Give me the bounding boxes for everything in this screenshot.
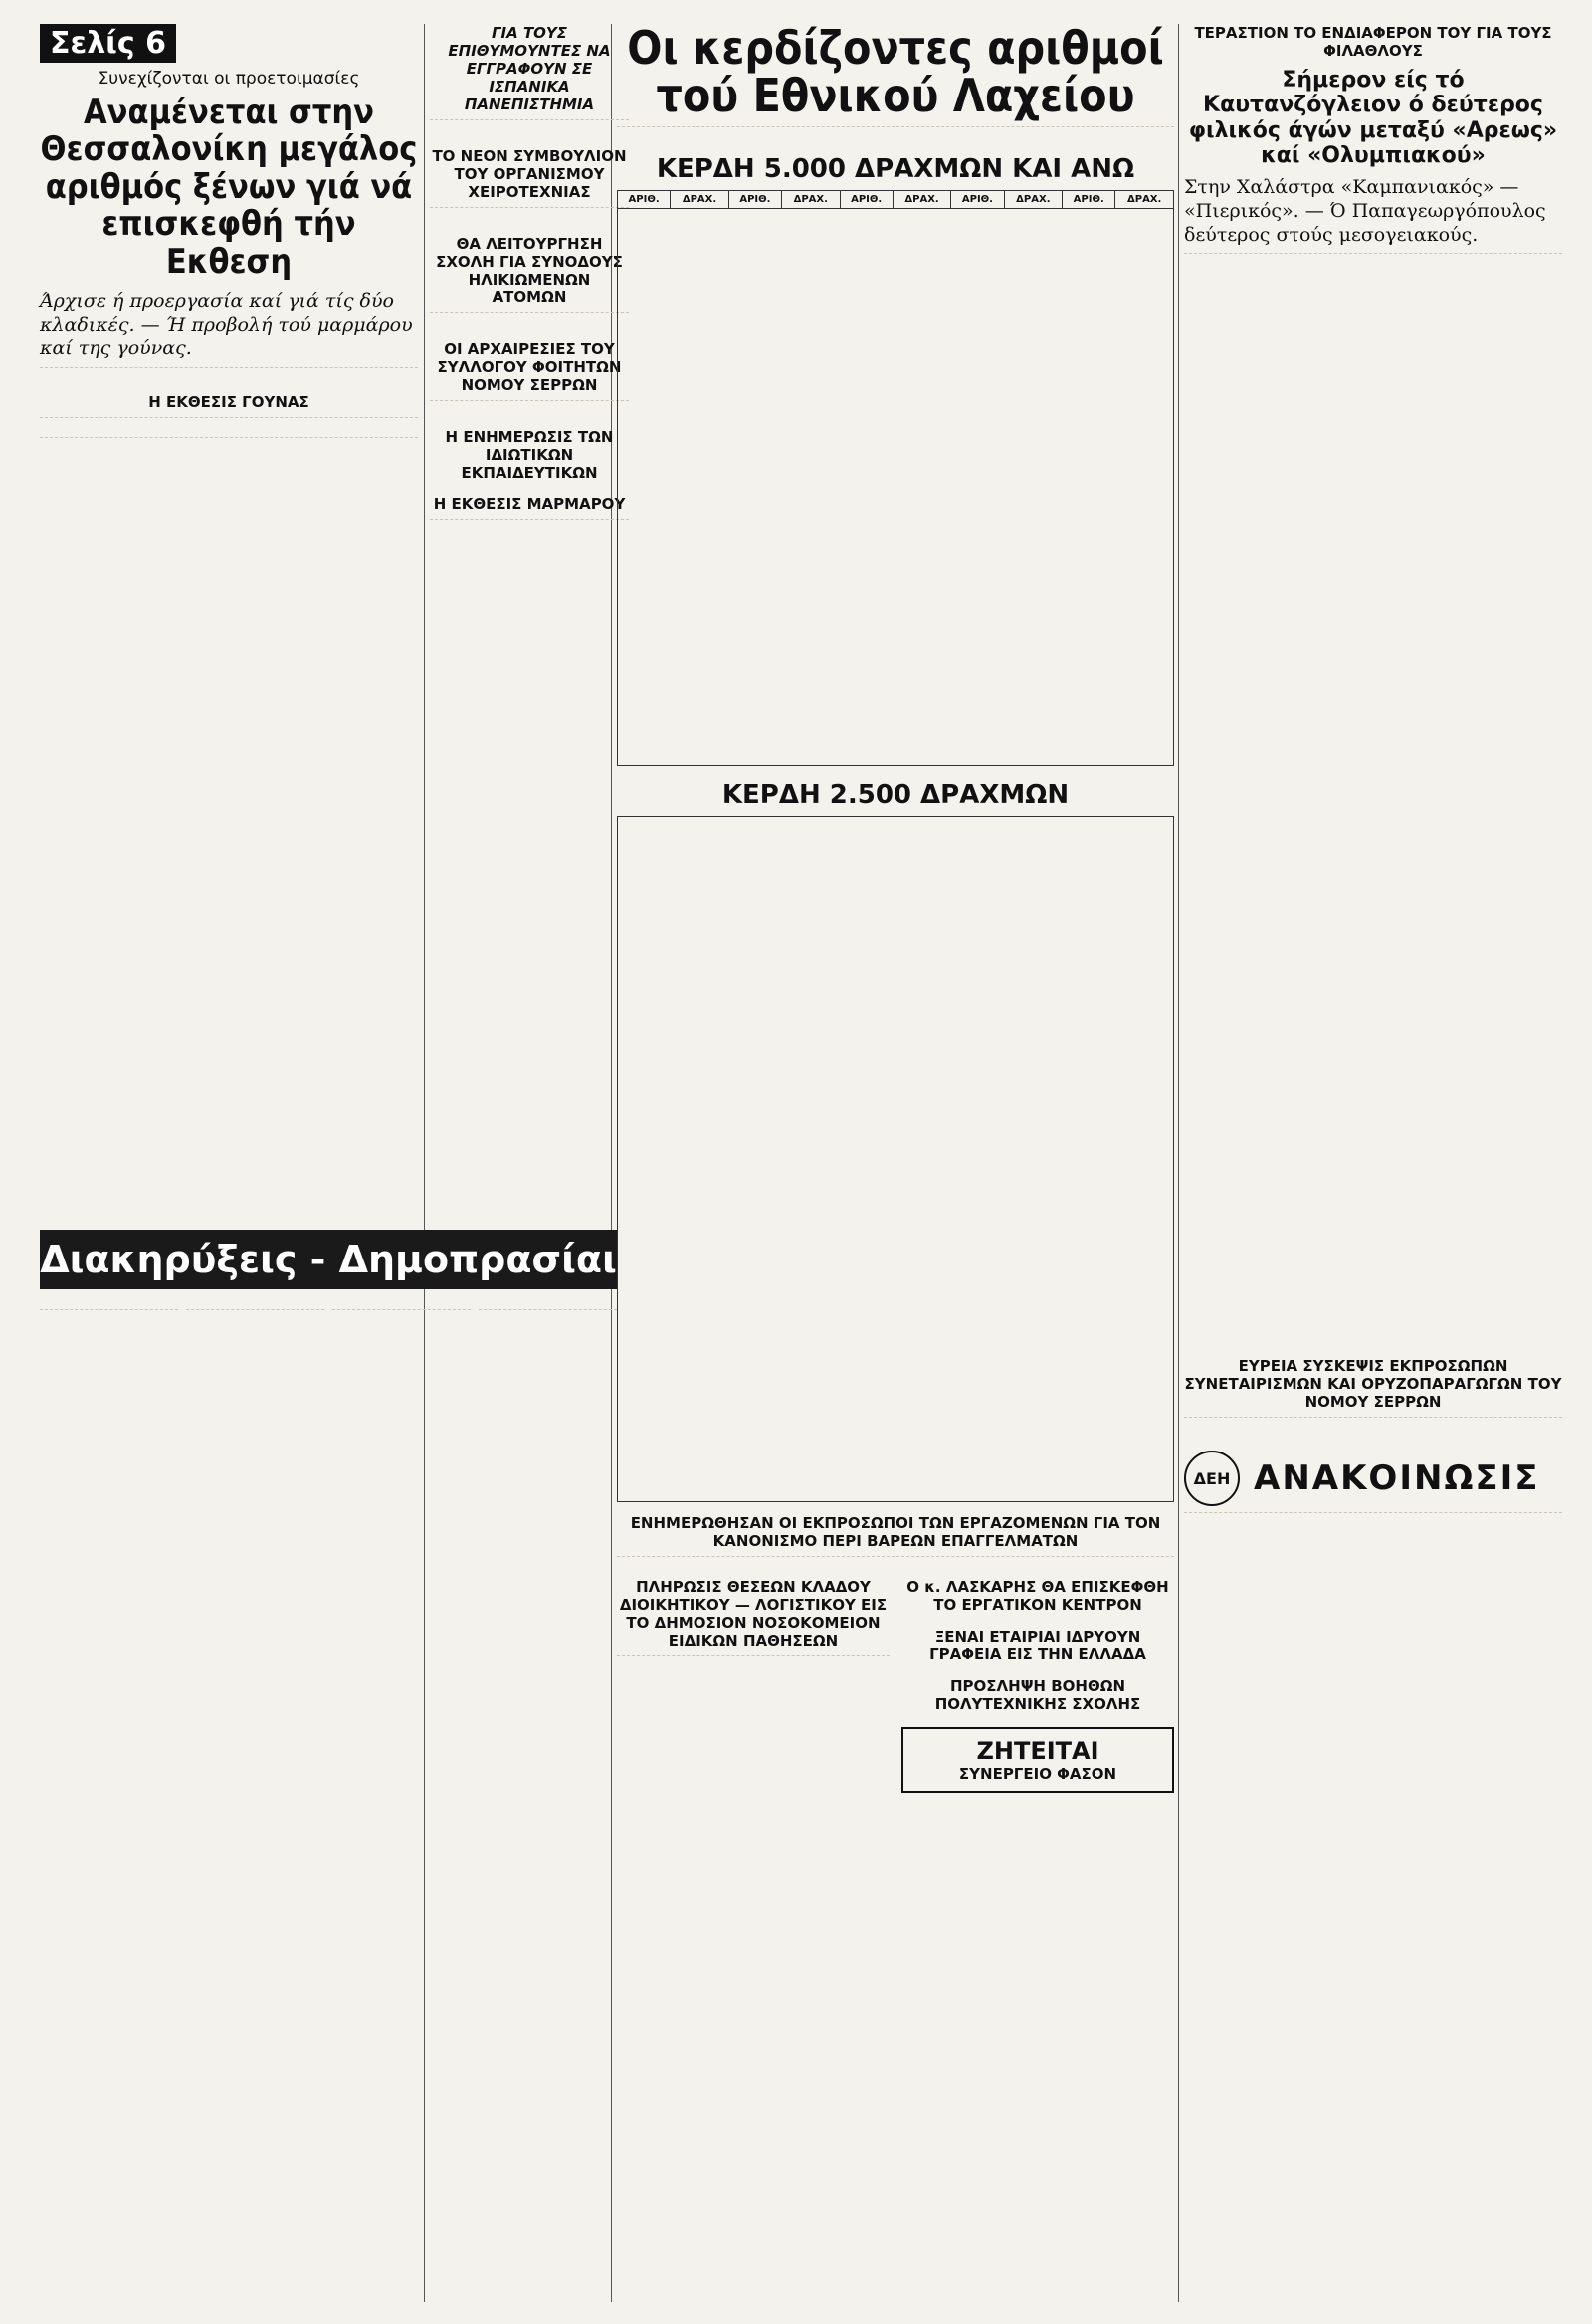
auctions-band: Διακηρύξεις - Δημοπρασίαι — [40, 1230, 617, 1289]
announcement-title: ΑΝΑΚΟΙΝΩΣΙΣ — [1254, 1458, 1540, 1498]
prize-band: ΚΕΡΔΗ 2.500 ΔΡΑΧΜΩΝ — [721, 779, 1070, 810]
table-header: ΑΡΙΘ. — [951, 190, 1004, 208]
short-news-column — [430, 24, 629, 539]
body-text — [40, 1309, 178, 1323]
news-headline: ΤΟ ΝΕΟΝ ΣΥΜΒΟΥΛΙΟΝ ΤΟΥ ΟΡΓΑΝΙΣΜΟΥ ΧΕΙΡΟΤΕΧΝΙΑΣ — [432, 147, 627, 201]
body-text — [1184, 253, 1562, 267]
body-text — [40, 367, 418, 381]
body-text — [430, 519, 629, 533]
body-text — [40, 417, 418, 431]
announcement-header — [1184, 1451, 1562, 1506]
body-text — [332, 1309, 471, 1323]
prize-numbers — [618, 208, 1174, 765]
news-headline: ΞΕΝΑΙ ΕΤΑΙΡΙΑΙ ΙΔΡΥΟΥΝ ΓΡΑΦΕΙΑ ΕΙΣ ΤΗΝ ΕΛΛΑΔΑ — [929, 1627, 1146, 1663]
table-header: ΔΡΑΧ. — [1115, 190, 1174, 208]
classified-title: ΖΗΤΕΙΤΑΙ — [976, 1736, 1099, 1765]
news-headline: Η ΕΝΗΜΕΡΩΣΙΣ ΤΩΝ ΙΔΙΩΤΙΚΩΝ ΕΚΠΑΙΔΕΥΤΙΚΩΝ — [445, 428, 614, 482]
news-headline: ΠΡΟΣΛΗΨΗ ΒΟΗΘΩΝ ΠΟΛΥΤΕΧΝΙΚΗΣ ΣΧΟΛΗΣ — [934, 1676, 1141, 1713]
body-text — [186, 1309, 324, 1323]
lottery-results — [617, 21, 1174, 1793]
column-rule — [424, 24, 425, 2302]
body-text — [617, 126, 1174, 140]
article-headline: Αναμένεται στην Θεσσαλονίκη μεγάλος αριθμός ξένων γιά νά επισκεφθή τήν Εκθεση — [40, 93, 418, 282]
body-text — [617, 1655, 890, 1669]
auctions-notices — [40, 1303, 617, 1329]
body-text — [1184, 1417, 1562, 1431]
column-rule — [1178, 24, 1179, 2302]
table-header: ΔΡΑΧ. — [671, 190, 729, 208]
article-fair — [40, 24, 418, 457]
lottery-title: Οι κερδίζοντες αριθμοί τού Εθνικού Λαχείου — [627, 21, 1164, 123]
news-headline: ΟΙ ΑΡΧΑΙΡΕΣΙΕΣ ΤΟΥ ΣΥΛΛΟΓΟΥ ΦΟΙΤΗΤΩΝ ΝΟΜΟΥ ΣΕΡΡΩΝ — [437, 340, 622, 394]
body-text — [430, 400, 629, 414]
prize-table — [617, 190, 1174, 766]
table-header: ΔΡΑΧ. — [1004, 190, 1063, 208]
news-headline: ΕΝΗΜΕΡΩΘΗΣΑΝ ΟΙ ΕΚΠΡΟΣΩΠΟΙ ΤΩΝ ΕΡΓΑΖΟΜΕΝΩΝ ΓΙΑ ΤΟΝ ΚΑΝΟΝΙΣΜΟ ΠΕΡΙ ΒΑΡΕΩΝ ΕΠΑΓΓΕΛΜΑΤΩΝ — [630, 1513, 1161, 1550]
article-deck: Άρχισε ή προεργασία καί γιά τίς δύο κλαδικές. — Ή προβολή τού μαρμάρου καί της γούνας. — [40, 290, 413, 360]
news-headline: ΘΑ ΛΕΙΤΟΥΡΓΗΣΗ ΣΧΟΛΗ ΓΙΑ ΣΥΝΟΔΟΥΣ ΗΛΙΚΙΩΜΕΝΩΝ ΑΤΟΜΩΝ — [436, 235, 623, 306]
table-header: ΑΡΙΘ. — [1063, 190, 1115, 208]
article-deck: Στην Χαλάστρα «Καμπανιακός» — «Πιερικός». — Ό Παπαγεωργόπουλος δεύτερος στούς μεσογειακούς. — [1184, 176, 1546, 246]
table-header: ΔΡΑΧ. — [781, 190, 840, 208]
body-text — [430, 207, 629, 221]
prize-band: ΚΕΡΔΗ 5.000 ΔΡΑΧΜΩΝ ΚΑΙ ΑΝΩ — [656, 153, 1135, 184]
article-sports — [1184, 24, 1562, 1498]
body-text — [430, 119, 629, 133]
table-header: ΑΡΙΘ. — [618, 190, 671, 208]
page-number: Σελίς 6 — [40, 24, 176, 63]
table-header: ΔΡΑΧ. — [893, 190, 951, 208]
table-header: ΑΡΙΘ. — [840, 190, 893, 208]
news-headline: ΓΙΑ ΤΟΥΣ ΕΠΙΘΥΜΟΥΝΤΕΣ ΝΑ ΕΓΓΡΑΦΟΥΝ ΣΕ ΙΣΠΑΝΙΚΑ ΠΑΝΕΠΙΣΤΗΜΙΑ — [448, 24, 611, 113]
body-text — [40, 437, 418, 451]
classified-box — [901, 1727, 1174, 1793]
dei-logo: ΔΕΗ — [1184, 1451, 1240, 1506]
body-text — [430, 312, 629, 326]
article-headline: Σήμερον είς τό Καυτανζόγλειον ό δεύτερος φιλικός άγών μεταξύ «Αρεως» καί «Ολυμπιακού» — [1188, 68, 1558, 168]
table-header: ΑΡΙΘ. — [728, 190, 781, 208]
article-kicker: ΤΕΡΑΣΤΙΟΝ ΤΟ ΕΝΔΙΑΦΕΡΟΝ ΤΟΥ ΓΙΑ ΤΟΥΣ ΦΙΛΑΘΛΟΥΣ — [1194, 24, 1552, 60]
body-text — [1184, 1512, 1562, 1526]
body-text — [617, 1556, 1174, 1570]
news-headline: Η ΕΚΘΕΣΙΣ ΜΑΡΜΑΡΟΥ — [433, 495, 626, 513]
classified-subtitle: ΣΥΝΕΡΓΕΙΟ ΦΑΣΟΝ — [958, 1764, 1117, 1783]
news-headline: ΠΛΗΡΩΣΙΣ ΘΕΣΕΩΝ ΚΛΑΔΟΥ ΔΙΟΙΚΗΤΙΚΟΥ — ΛΟΓΙΣΤΙΚΟΥ ΕΙΣ ΤΟ ΔΗΜΟΣΙΟΝ ΝΟΣΟΚΟΜΕΙΟΝ ΕΙΔΙΚΩΝ ΠΑΘΗΣΕΩΝ — [619, 1577, 888, 1649]
news-headline: Ο κ. ΛΑΣΚΑΡΗΣ ΘΑ ΕΠΙΣΚΕΦΘΗ ΤΟ ΕΡΓΑΤΙΚΟΝ ΚΕΝΤΡΟΝ — [906, 1577, 1169, 1614]
subheading: Η ΕΚΘΕΣΙΣ ΓΟΥΝΑΣ — [148, 393, 309, 412]
body-text — [479, 1309, 617, 1323]
prize-numbers-2500 — [617, 816, 1174, 1502]
news-headline: ΕΥΡΕΙΑ ΣΥΣΚΕΨΙΣ ΕΚΠΡΟΣΩΠΩΝ ΣΥΝΕΤΑΙΡΙΣΜΩΝ ΚΑΙ ΟΡΥΖΟΠΑΡΑΓΩΓΩΝ ΤΟΥ ΝΟΜΟΥ ΣΕΡΡΩΝ — [1184, 1357, 1562, 1411]
article-kicker: Συνεχίζονται οι προετοιμασίες — [98, 69, 360, 89]
